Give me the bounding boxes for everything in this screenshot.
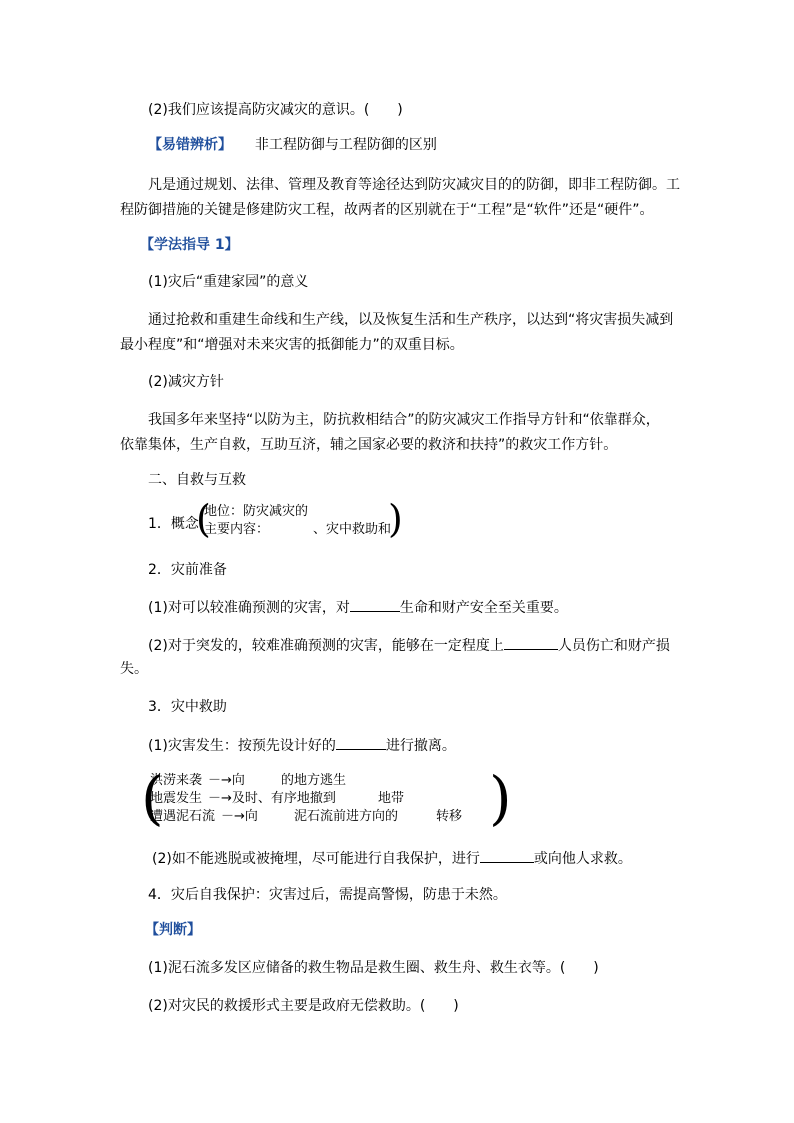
- concept-right-brace: ): [388, 497, 403, 541]
- rescue-row-flood-event: 洪涝来袭: [150, 773, 203, 788]
- rescue-title: 3．灾中救助: [148, 699, 227, 715]
- rescue-question-2-start: (2)如不能逃脱或被掩埋，尽可能进行自我保护，进行: [152, 851, 480, 867]
- answer-blank[interactable]: [504, 635, 558, 650]
- mistake-tag: 【易错辨析】: [148, 137, 232, 153]
- concept-label: 1．概念: [148, 516, 199, 532]
- prep-question-2-cont: 失。: [120, 661, 148, 677]
- prep-title: 2．灾前准备: [148, 562, 227, 578]
- judge-question-2: (2)对灾民的救援形式主要是政府无偿救助。( ): [148, 998, 459, 1014]
- guide-tag: 【学法指导 1】: [140, 237, 239, 253]
- rescue-row-debris-flow: 遭遇泥石流 －→向 泥石流前进方向的 转移: [150, 809, 462, 824]
- concept-left-brace: (: [196, 497, 211, 541]
- prep-question-1-start: (1)对可以较准确预测的灾害，对: [148, 600, 350, 616]
- rescue-question-2: [152, 848, 632, 869]
- answer-blank[interactable]: [350, 597, 400, 612]
- concept-row-2-label: 主要内容：: [204, 522, 270, 537]
- mistake-text-line-2: 程防御措施的关键是修建防灾工程，故两者的区别就在于“工程”是“软件”还是“硬件”。: [120, 202, 654, 218]
- judge-tag: 【判断】: [145, 922, 201, 938]
- judge-question-2-top: (2)我们应该提高防灾减灾的意识。( ): [148, 102, 403, 118]
- mistake-text-line-1: 凡是通过规划、法律、管理及教育等途径达到防灾减灾目的的防御，即非工程防御。工: [148, 177, 680, 193]
- rescue-group-left-brace: (: [141, 764, 164, 832]
- concept-row-1: 地位：防灾减灾的: [204, 504, 309, 519]
- rescue-row-earthquake-event: 地震发生: [150, 791, 203, 806]
- prep-question-2-start: (2)对于突发的，较难准确预测的灾害，能够在一定程度上: [148, 638, 504, 654]
- prep-question-2-end: 人员伤亡和财产损: [557, 638, 670, 654]
- guide-text-2-line-1: 我国多年来坚持“以防为主，防抗救相结合”的防灾减灾工作指导方针和“依靠群众，: [148, 412, 660, 428]
- answer-blank[interactable]: [336, 735, 386, 750]
- rescue-row-debris-flow-event: 遭遇泥石流: [150, 809, 216, 824]
- guide-heading-2: (2)减灾方针: [148, 374, 224, 390]
- guide-text-1-line-1: 通过抢救和重建生命线和生产线，以及恢复生活和生产秩序，以达到“将灾害损失减到: [148, 312, 674, 328]
- rescue-question-1-end: 进行撤离。: [385, 738, 456, 754]
- concept-row-2: [204, 521, 391, 539]
- guide-text-1-line-2: 最小程度”和“增强对未来灾害的抵御能力”的双重目标。: [120, 337, 464, 353]
- prep-question-1: [148, 597, 568, 618]
- prep-question-2: [148, 635, 670, 656]
- answer-blank[interactable]: [480, 848, 534, 863]
- rescue-group-right-brace: ): [489, 764, 512, 832]
- arrow-icon: －→: [208, 773, 232, 788]
- rescue-question-1: [148, 735, 456, 756]
- rescue-row-flood: 洪涝来袭 －→向 的地方逃生: [150, 773, 346, 788]
- guide-heading-1: (1)灾后“重建家园”的意义: [148, 274, 309, 290]
- mistake-title: 非工程防御与工程防御的区别: [254, 137, 437, 153]
- prep-question-1-end: 生命和财产安全至关重要。: [399, 600, 568, 616]
- rescue-row-earthquake: 地震发生 －→及时、有序地撤到 地带: [150, 791, 404, 806]
- rescue-question-2-end: 或向他人求救。: [533, 851, 632, 867]
- judge-question-1: (1)泥石流多发区应储备的救生物品是救生圈、救生舟、救生衣等。( ): [148, 960, 599, 976]
- guide-text-2-line-2: 依靠集体，生产自救，互助互济，辅之国家必要的救济和扶持”的救灾工作方针。: [120, 437, 618, 453]
- arrow-icon: －→: [208, 791, 232, 806]
- concept-row-2-text: 、灾中救助和: [313, 522, 392, 537]
- section-2-title: 二、自救与互救: [148, 472, 246, 488]
- arrow-icon: －→: [221, 809, 245, 824]
- rescue-question-1-start: (1)灾害发生：按预先设计好的: [148, 738, 336, 754]
- after-disaster-protection: 4．灾后自我保护：灾害过后，需提高警惕，防患于未然。: [148, 887, 507, 903]
- mistake-heading: [148, 135, 437, 155]
